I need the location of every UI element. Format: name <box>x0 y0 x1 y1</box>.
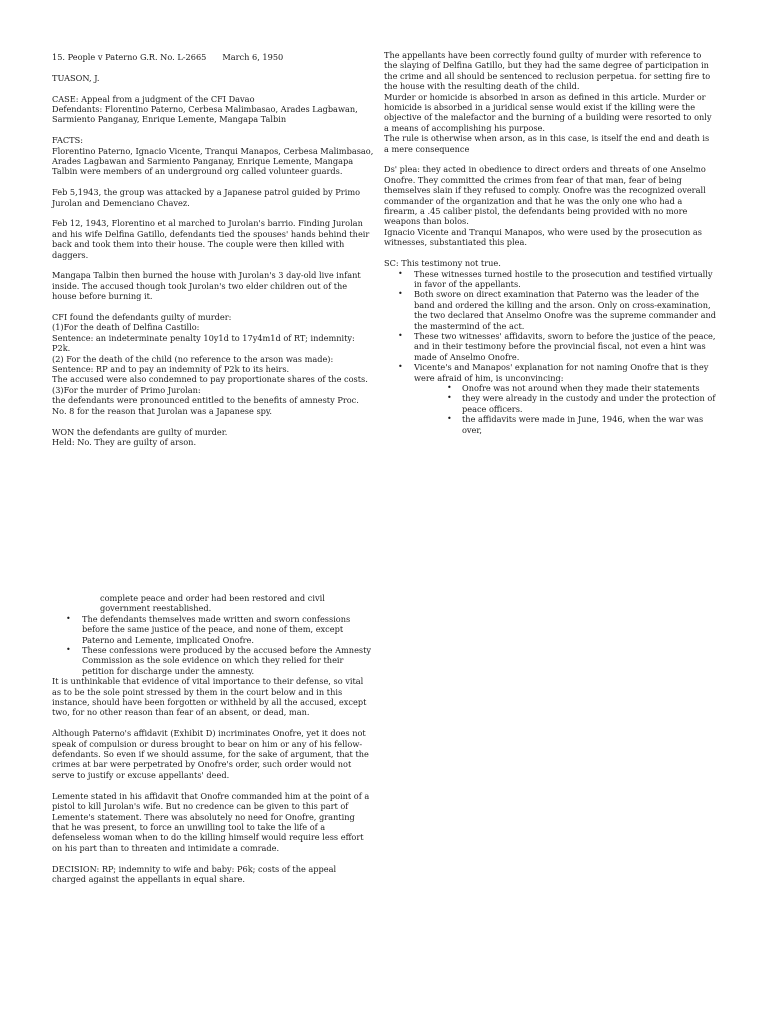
list-item: • Both swore on direct examination that Paterno was the leader of the band and ordered the killing and the arson. Only on cross-examination, the two declared that Anselmo Onofre was the supreme commander and the mastermind of the act. <box>384 289 716 331</box>
case-header <box>52 52 374 62</box>
defense-plea: Ds' plea: they acted in obedience to direct orders and threats of one Anselmo Onofre. They committed the crimes from fear of that man, fear of being themselves slain if they refused to comply. Onofre was the recognized overall commander of the organization and that he was the only one who had a firearm, a .45 caliber pistol, the defendants being provided with no more weapons than bolos. <box>384 164 706 227</box>
ruling-paragraph: The rule is otherwise when arson, as in this case, is itself the end and death is a mere consequence <box>384 133 710 154</box>
held: Held: No. They are guilty of arson. <box>52 436 197 447</box>
list-item: • These two witnesses' affidavits, sworn to before the justice of the peace, and in their testimony before the provincial fiscal, not even a hint was made of Anselmo Onofre. <box>384 331 716 362</box>
ruling-paragraph: Murder or homicide is absorbed in arson as defined in this article. Murder or homicide is absorbed in a juridical sense would exist if the killing were the objective of the malefactor and the burning of a building were resorted to only a means of accomplishing his purpose. <box>384 91 712 133</box>
facts-paragraph: Feb 5,1943, the group was attacked by a Japanese patrol guided by Primo Jurolan and Demenciano Chavez. <box>52 187 361 208</box>
list-item: • The defendants themselves made written and sworn confessions before the same justice of the peace, and none of them, except Paterno and Lemente, implicated Onofre. <box>52 614 372 645</box>
sub-list <box>414 383 716 435</box>
defendants-list: Defendants: Florentino Paterno, Cerbesa Malimbasao, Arades Lagbawan, Sarmiento Panganay, Enrique Lemente, Mangapa Talbin <box>52 104 358 125</box>
cfi-line: Sentence: an indeterminate penalty 10y1d to 17y4m1d of RT; indemnity: P2k. <box>52 332 355 354</box>
list-item-text: Vicente's and Manapos' explanation for not naming Onofre that is they were afraid of him, is unconvincing: <box>414 362 709 383</box>
decision: DECISION: RP; indemnity to wife and baby: P6k; costs of the appeal charged against the appellants in equal share. <box>52 863 337 884</box>
sc-finding: SC: This testimony not true. <box>384 258 501 269</box>
facts-paragraph: Florentino Paterno, Ignacio Vicente, Tranqui Manapos, Cerbesa Malimbasao, Arades Lagbawan and Sarmiento Panganay, Enrique Lemente, Mangapa Talbin were members of an underground org called volunteer guards. <box>52 145 374 177</box>
sub-list-item: • Onofre was not around when they made their statements <box>414 383 716 393</box>
sub-list-item: • the affidavits were made in June, 1946, when the war was over, <box>414 414 716 435</box>
case-number: 15. People v Paterno G.R. No. L-2665 <box>52 52 207 62</box>
sub-list-item: • they were already in the custody and under the protection of peace officers. <box>414 393 716 414</box>
cfi-line: the defendants were pronounced entitled to the benefits of amnesty Proc. No. 8 for the reason that Jurolan was a Japanese spy. <box>52 395 359 416</box>
right-column <box>384 50 716 435</box>
case-description: CASE: Appeal from a judgment of the CFI Davao <box>52 93 255 104</box>
list-item: • These witnesses turned hostile to the prosecution and testified virtually in favor of the appellants. <box>384 269 716 290</box>
cfi-line: The accused were also condemned to pay proportionate shares of the costs. <box>52 374 368 385</box>
left-column <box>52 52 374 447</box>
case-date: March 6, 1950 <box>222 52 284 62</box>
sc-reasons-list <box>384 269 716 436</box>
facts-heading: FACTS: <box>52 135 83 146</box>
confessions-list <box>52 614 372 676</box>
cfi-line: (1)For the death of Delfina Castillo: <box>52 322 200 333</box>
page-two-column <box>52 593 372 884</box>
reasoning-paragraph: Lemente stated in his affidavit that Onofre commanded him at the point of a pistol to kill Jurolan's wife. But no credence can be given to this part of Lemente's statement. There was absolutely no need for Onofre, granting that he was present, to force an unwilling tool to take the life of a defenseless woman when to do the killing himself would require less effort on his part than to threaten and intimidate a comrade. <box>52 790 370 853</box>
continued-sub-item: complete peace and order had been restored and civil government reestablished. <box>100 593 325 614</box>
issue: WON the defendants are guilty of murder. <box>52 426 228 437</box>
cfi-line: (2) For the death of the child (no reference to the arson was made): <box>52 353 334 364</box>
facts-paragraph: Mangapa Talbin then burned the house with Jurolan's 3 day-old live infant inside. The accused though took Jurolan's two elder children out of the house before burning it. <box>52 270 361 302</box>
reasoning-paragraph: It is unthinkable that evidence of vital importance to their defense, so vital as to be the sole point stressed by them in the court below and in this instance, should have been forgotten or withheld by all the accused, except two, for no other reason than fear of an absent, or dead, man. <box>52 676 367 718</box>
list-item <box>384 362 716 435</box>
facts-paragraph: Feb 12, 1943, Florentino et al marched to Jurolan's barrio. Finding Jurolan and his wife Delfina Gatillo, defendants tied the spouses' hands behind their back and took them into their house. The couple were then killed with daggers. <box>52 218 370 260</box>
reasoning-paragraph: Although Paterno's affidavit (Exhibit D) incriminates Onofre, yet it does not speak of compulsion or duress brought to bear on him or any of his fellow-defendants. So even if we should assume, for the sake of argument, that the crimes at bar were perpetrated by Onofre's order, such order would not serve to justify or excuse appellants' deed. <box>52 728 369 780</box>
cfi-line: Sentence: RP and to pay an indemnity of P2k to its heirs. <box>52 364 290 375</box>
cfi-line: CFI found the defendants guilty of murder: <box>52 312 232 323</box>
ruling-paragraph: The appellants have been correctly found guilty of murder with reference to the slaying of Delfina Gatillo, but they had the same degree of participation in the crime and all should be sentenced to reclusion perpetua. for setting fire to the house with the resulting death of the child. <box>384 50 711 92</box>
ponente: TUASON, J. <box>52 72 100 83</box>
defense-plea: Ignacio Vicente and Tranqui Manapos, who were used by the prosecution as witnesses, substantiated this plea. <box>384 226 702 248</box>
list-item: • These confessions were produced by the accused before the Amnesty Commission as the sole evidence on which they relied for their petition for discharge under the amnesty. <box>52 645 372 676</box>
cfi-line: (3)For the murder of Primo Jurolan: <box>52 384 201 395</box>
